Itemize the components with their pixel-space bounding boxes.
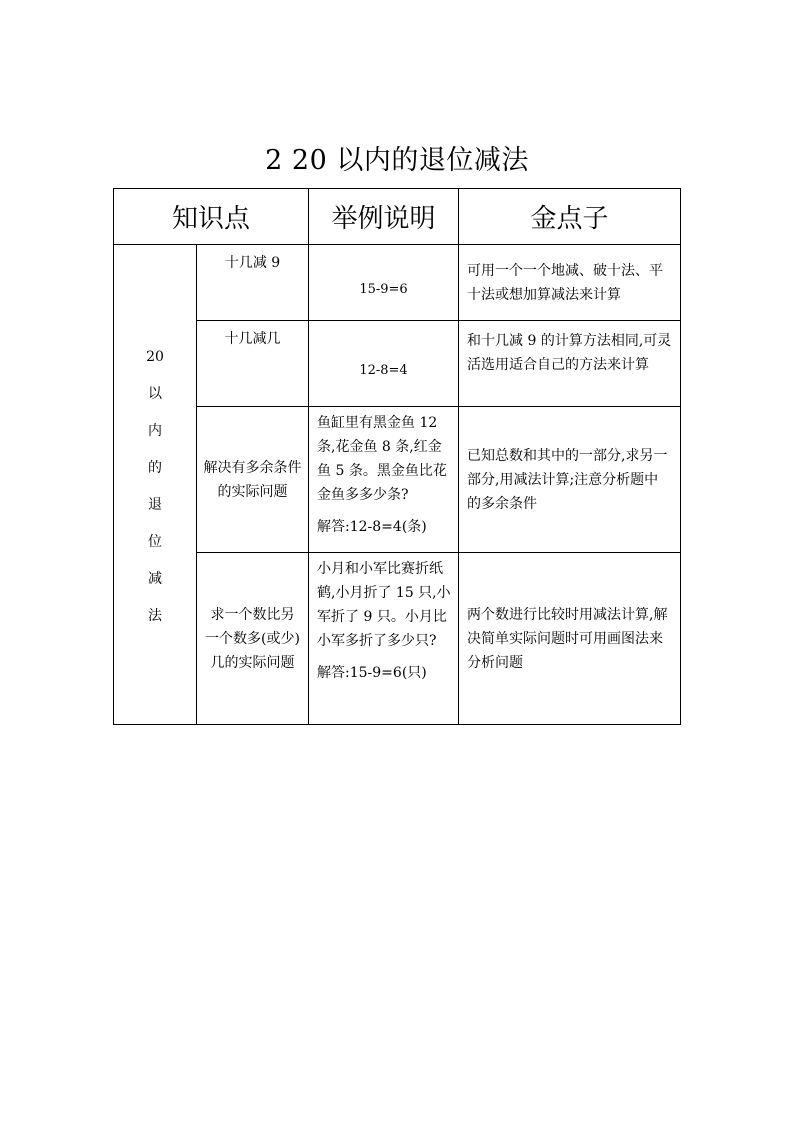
category-char: 内 bbox=[148, 422, 162, 439]
category-char: 位 bbox=[148, 533, 162, 550]
example-answer: 解答:15-9=6(只) bbox=[317, 665, 427, 681]
knowledge-point-cell: 十几减几 bbox=[197, 321, 309, 407]
knowledge-point-cell: 求一个数比另一个数多(或少)几的实际问题 bbox=[197, 553, 309, 725]
header-tip: 金点子 bbox=[459, 189, 681, 245]
example-question: 小月和小军比赛折纸鹤,小月折了 15 只,小军折了 9 只。小月比小军多折了多少只? bbox=[317, 561, 451, 649]
example-cell: 12-8=4 bbox=[309, 321, 459, 407]
tip-cell: 已知总数和其中的一部分,求另一部分,用减法计算;注意分析题中的多余条件 bbox=[459, 407, 681, 553]
category-char: 退 bbox=[148, 496, 162, 513]
category-cell bbox=[114, 245, 197, 725]
category-char: 法 bbox=[148, 607, 162, 624]
tip-cell: 和十几减 9 的计算方法相同,可灵活选用适合自己的方法来计算 bbox=[459, 321, 681, 407]
category-char: 以 bbox=[148, 385, 162, 402]
example-cell bbox=[309, 553, 459, 725]
page-title: 2 20 以内的退位减法 bbox=[265, 145, 529, 176]
example-question: 鱼缸里有黑金鱼 12 条,花金鱼 8 条,红金鱼 5 条。黑金鱼比花金鱼多多少条? bbox=[317, 415, 447, 503]
table-row bbox=[114, 245, 681, 321]
table-row bbox=[114, 407, 681, 553]
knowledge-point-cell: 解决有多余条件的实际问题 bbox=[197, 407, 309, 553]
table-row bbox=[114, 321, 681, 407]
example-cell: 15-9=6 bbox=[309, 245, 459, 321]
example-answer: 解答:12-8=4(条) bbox=[317, 519, 427, 535]
knowledge-table bbox=[113, 188, 681, 725]
category-char: 减 bbox=[148, 570, 162, 587]
example-cell bbox=[309, 407, 459, 553]
category-char: 的 bbox=[148, 459, 162, 476]
header-row bbox=[114, 189, 681, 245]
header-knowledge-point: 知识点 bbox=[114, 189, 309, 245]
knowledge-point-cell: 十几减 9 bbox=[197, 245, 309, 321]
table-row bbox=[114, 553, 681, 725]
tip-cell: 两个数进行比较时用减法计算,解决简单实际问题时可用画图法来分析问题 bbox=[459, 553, 681, 725]
category-char: 20 bbox=[146, 348, 164, 365]
tip-cell: 可用一个一个地减、破十法、平十法或想加算减法来计算 bbox=[459, 245, 681, 321]
header-example: 举例说明 bbox=[309, 189, 459, 245]
